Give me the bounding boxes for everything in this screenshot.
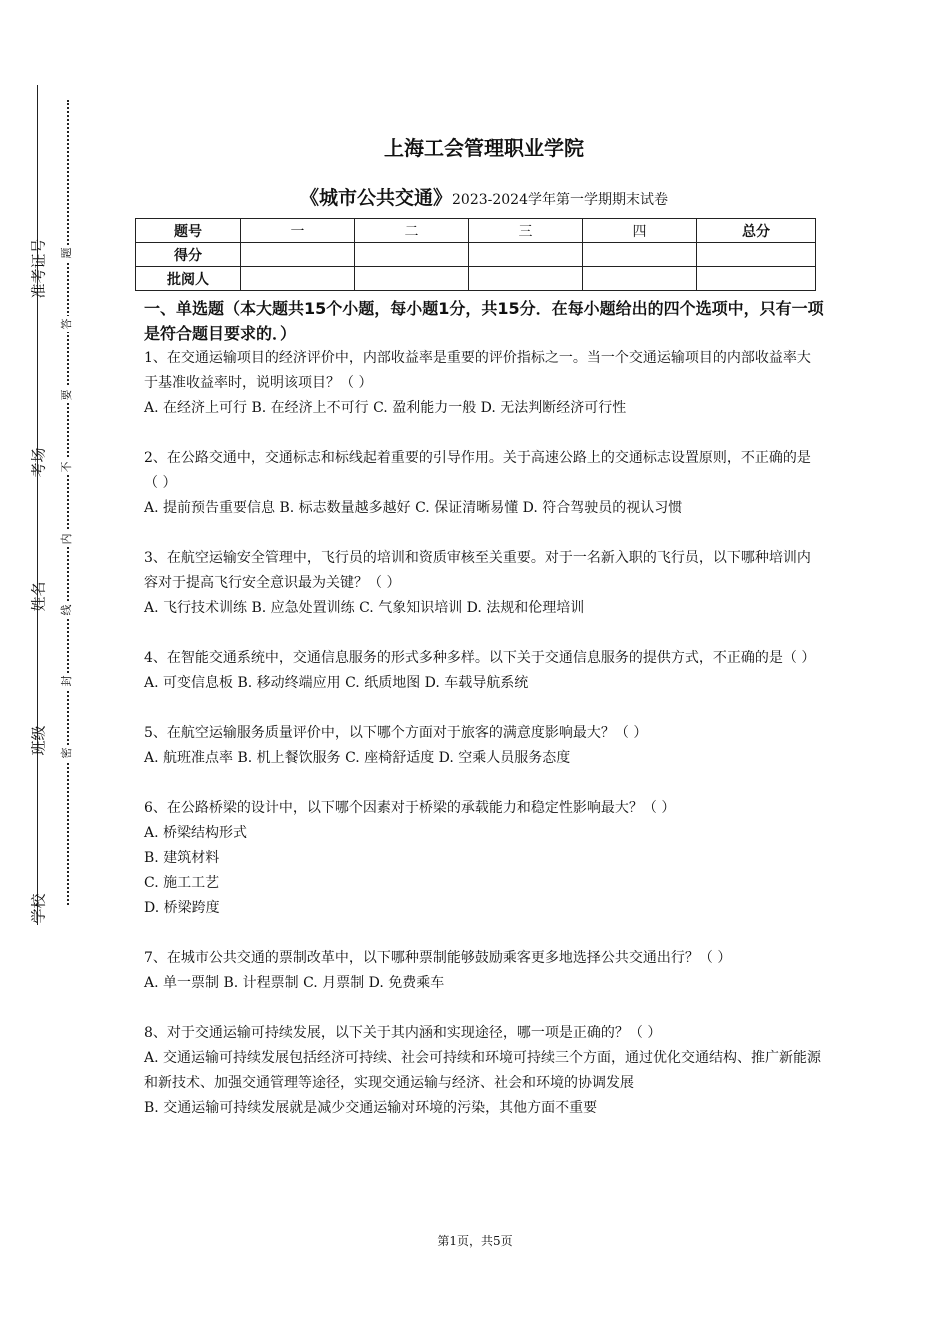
question-stem: 1、在交通运输项目的经济评价中，内部收益率是重要的评价指标之一。当一个交通运输项目的内部收益率大于基准收益率时，说明该项目？（ ） [144, 350, 811, 391]
score-header-cell: 三 [469, 219, 583, 243]
score-header-cell: 题号 [136, 219, 241, 243]
score-cell [355, 267, 469, 291]
question [144, 1021, 824, 1121]
seal-char-xian: 线 [60, 602, 74, 618]
question [144, 796, 824, 921]
question [144, 646, 824, 696]
question-option-a: A. 交通运输可持续发展包括经济可持续、社会可持续和环境可持续三个方面，通过优化交通结构、推广新能源和新技术、加强交通管理等途径，实现交通运输与经济、社会和环境的协调发展 [144, 1050, 822, 1091]
question-stem: 6、在公路桥梁的设计中，以下哪个因素对于桥梁的承载能力和稳定性影响最大？（ ） [144, 800, 676, 816]
seal-char-feng: 封 [60, 673, 74, 689]
score-table-row [136, 243, 816, 267]
question [144, 721, 824, 771]
question-stem: 3、在航空运输安全管理中，飞行员的培训和资质审核至关重要。对于一名新入职的飞行员，以下哪种培训内容对于提高飞行安全意识最为关键？（ ） [144, 550, 811, 591]
course-name: 《城市公共交通》 [299, 187, 452, 209]
binding-margin [0, 0, 100, 1344]
score-header-cell: 一 [241, 219, 355, 243]
question-option-c: C. 施工工艺 [144, 875, 220, 891]
score-table-row [136, 267, 816, 291]
question-option-b: B. 交通运输可持续发展就是减少交通运输对环境的污染，其他方面不重要 [144, 1100, 598, 1116]
score-table-header-row [136, 219, 816, 243]
question-stem: 4、在智能交通系统中，交通信息服务的形式多种多样。以下关于交通信息服务的提供方式，不正确的是（ ） [144, 650, 816, 666]
score-header-cell: 四 [583, 219, 697, 243]
score-table [135, 218, 816, 291]
seal-char-nei: 内 [60, 531, 74, 547]
seal-char-bu: 不 [60, 459, 74, 475]
page-number: 第1页，共5页 [437, 1234, 513, 1248]
sidebar-label-exam-room: 考场 [29, 447, 48, 478]
section-heading: 一、单选题（本大题共15个小题，每小题1分，共15分．在每小题给出的四个选项中，只有一项是符合题目要求的．） [144, 299, 824, 343]
question-options: A. 航班准点率 B. 机上餐饮服务 C. 座椅舒适度 D. 空乘人员服务态度 [144, 750, 571, 766]
score-header-cell: 总分 [697, 219, 816, 243]
exam-title [144, 183, 824, 210]
sidebar-label-class: 班级 [29, 725, 48, 756]
score-header-cell: 二 [355, 219, 469, 243]
score-cell [241, 243, 355, 267]
score-row-label: 得分 [136, 243, 241, 267]
question-stem: 2、在公路交通中，交通标志和标线起着重要的引导作用。关于高速公路上的交通标志设置原则，不正确的是（ ） [144, 450, 811, 491]
question-stem: 8、对于交通运输可持续发展，以下关于其内涵和实现途径，哪一项是正确的？（ ） [144, 1025, 662, 1041]
exam-term: 2023-2024学年第一学期期末试卷 [452, 192, 668, 208]
score-cell [469, 267, 583, 291]
score-cell [697, 267, 816, 291]
question-options: A. 单一票制 B. 计程票制 C. 月票制 D. 免费乘车 [144, 975, 445, 991]
seal-char-mi: 密 [60, 745, 74, 761]
sidebar-label-school: 学校 [29, 893, 48, 924]
score-cell [241, 267, 355, 291]
question-options: A. 飞行技术训练 B. 应急处置训练 C. 气象知识培训 D. 法规和伦理培训 [144, 600, 585, 616]
question-options: A. 可变信息板 B. 移动终端应用 C. 纸质地图 D. 车载导航系统 [144, 675, 529, 691]
score-row-label: 批阅人 [136, 267, 241, 291]
question-options: A. 提前预告重要信息 B. 标志数量越多越好 C. 保证清晰易懂 D. 符合驾驶员的视认习惯 [144, 500, 683, 516]
question-list [144, 346, 824, 1146]
school-name: 上海工会管理职业学院 [384, 136, 584, 160]
question-option-d: D. 桥梁跨度 [144, 900, 220, 916]
score-cell [355, 243, 469, 267]
question [144, 946, 824, 996]
sidebar-label-name: 姓名 [29, 581, 48, 612]
question-options: A. 在经济上可行 B. 在经济上不可行 C. 盈利能力一般 D. 无法判断经济可行性 [144, 400, 627, 416]
binding-solid-line [37, 85, 38, 925]
question-stem: 5、在航空运输服务质量评价中，以下哪个方面对于旅客的满意度影响最大？（ ） [144, 725, 648, 741]
seal-char-da: 答 [60, 316, 74, 332]
sidebar-label-exam-id: 准考证号 [29, 238, 48, 299]
question [144, 346, 824, 421]
question-stem: 7、在城市公共交通的票制改革中，以下哪种票制能够鼓励乘客更多地选择公共交通出行？（ ） [144, 950, 732, 966]
score-cell [697, 243, 816, 267]
question [144, 446, 824, 521]
seal-char-yao: 要 [60, 387, 74, 403]
question-option-b: B. 建筑材料 [144, 850, 220, 866]
seal-char-ti: 题 [60, 245, 74, 261]
score-cell [583, 267, 697, 291]
question-option-a: A. 桥梁结构形式 [144, 825, 248, 841]
score-cell [583, 243, 697, 267]
seal-dotted-line [67, 100, 69, 905]
question [144, 546, 824, 621]
score-cell [469, 243, 583, 267]
